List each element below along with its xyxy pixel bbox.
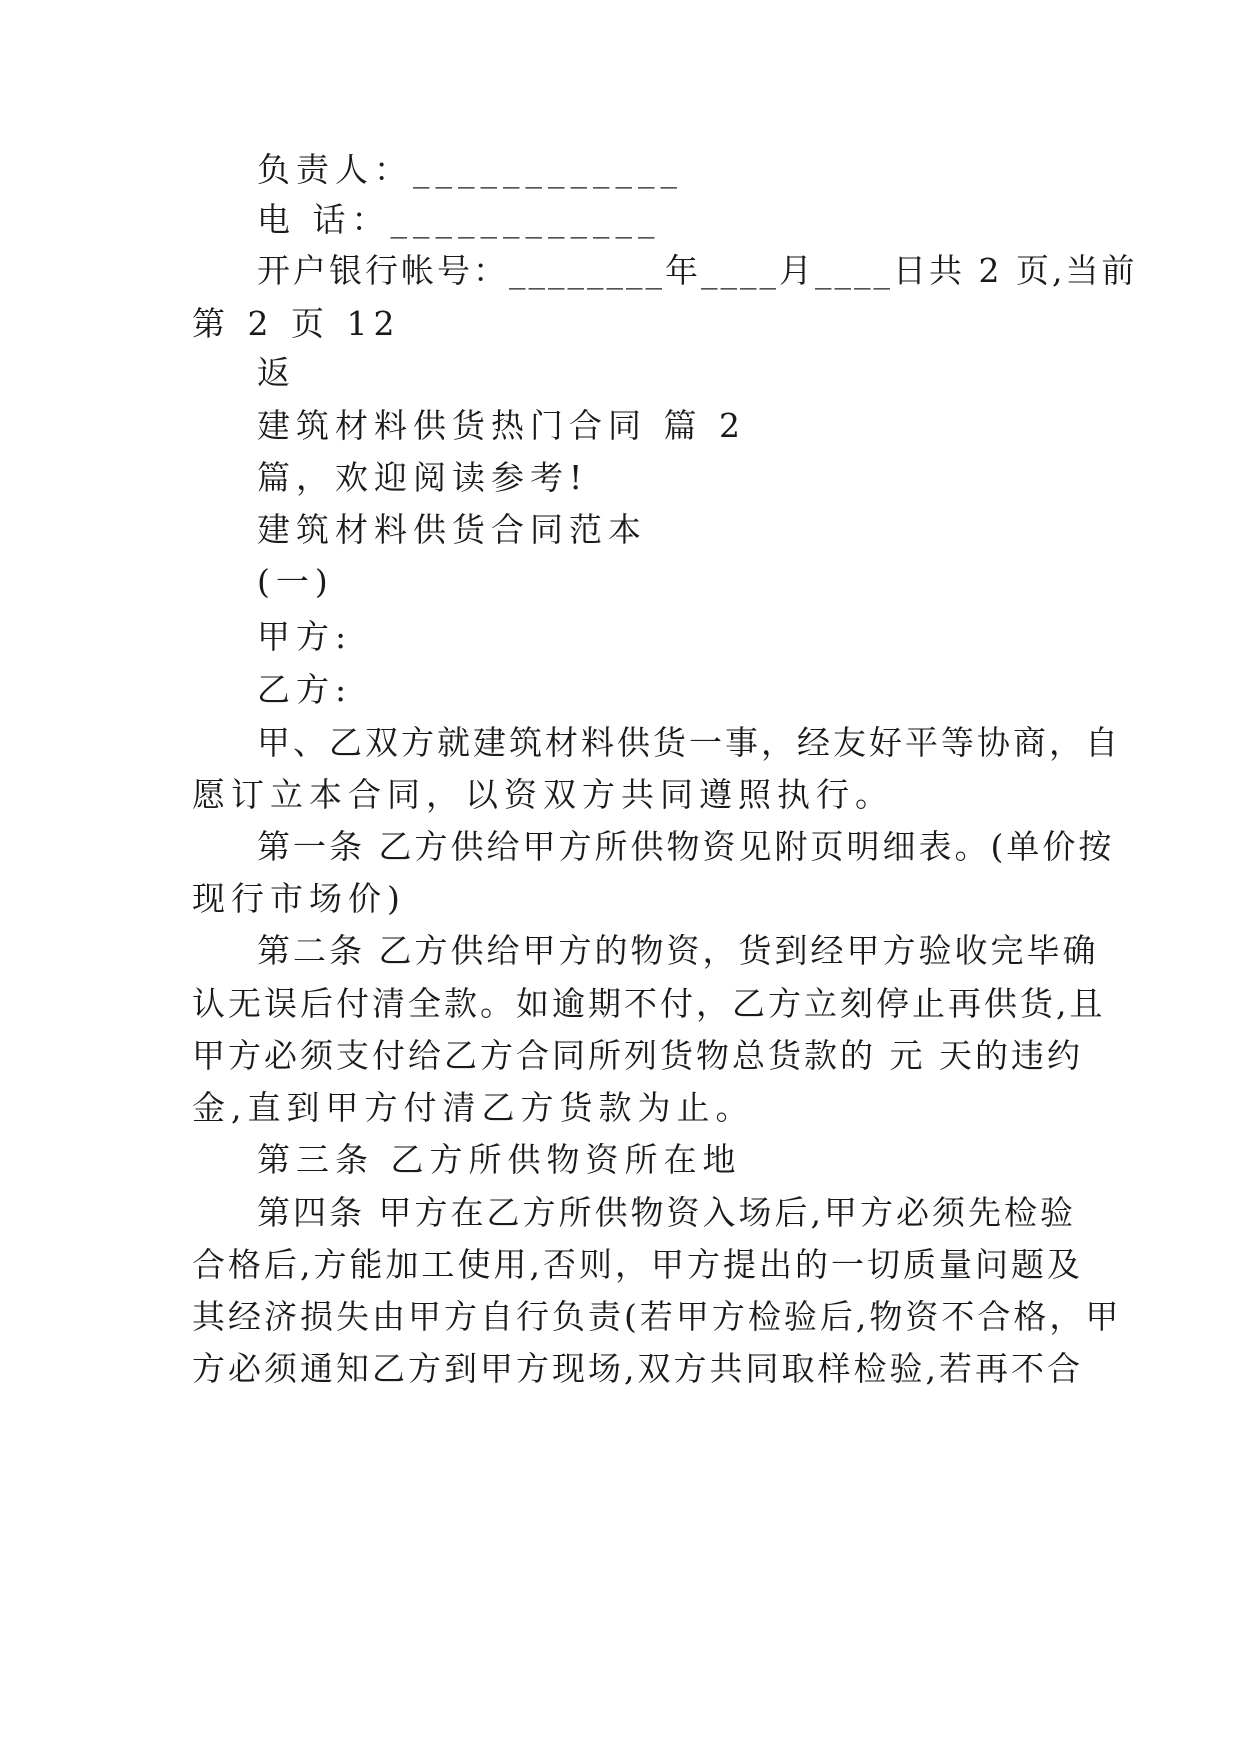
party-a-label: 甲方: [257,617,353,656]
article-1-line-2: 现行市场价) [192,879,406,918]
phone-line: 电 话：____________ [257,200,661,239]
article-4-line-4: 方必须通知乙方到甲方现场,双方共同取样检验,若再不合 [192,1349,1083,1388]
article-4-line-1: 第四条 甲方在乙方所供物资入场后,甲方必须先检验 [257,1193,1076,1232]
article-3-line-1: 第三条 乙方所供物资所在地 [257,1140,742,1179]
welcome-line: 篇，欢迎阅读参考! [257,458,589,497]
return-text: 返 [257,353,296,392]
article-2-line-3: 甲方必须支付给乙方合同所列货物总货款的 元 天的违约 [192,1036,1083,1075]
bank-account-line: 开户银行帐号：________年____月____日共 2 页,当前 [257,251,1138,290]
article-1-line-1: 第一条 乙方供给甲方所供物资见附页明细表。(单价按 [257,827,1115,866]
section-title: 建筑材料供货热门合同 篇 2 [257,406,746,445]
article-4-line-2: 合格后,方能加工使用,否则，甲方提出的一切质量问题及 [192,1245,1083,1284]
preamble-line-1: 甲、乙双方就建筑材料供货一事，经友好平等协商，自 [257,723,1121,762]
part-number: (一) [257,562,334,601]
responsible-person-line: 负责人：____________ [257,150,683,189]
party-b-label: 乙方: [257,670,353,709]
article-2-line-1: 第二条 乙方供给甲方的物资，货到经甲方验收完毕确 [257,931,1099,970]
article-2-line-2: 认无误后付清全款。如逾期不付，乙方立刻停止再供货,且 [192,984,1106,1023]
contract-template-title: 建筑材料供货合同范本 [257,510,647,549]
page-number-line: 第 2 页 12 [192,304,401,343]
article-4-line-3: 其经济损失由甲方自行负责(若甲方检验后,物资不合格，甲 [192,1297,1122,1336]
preamble-line-2: 愿订立本合同，以资双方共同遵照执行。 [192,775,894,814]
article-2-line-4: 金,直到甲方付清乙方货款为止。 [192,1088,755,1127]
